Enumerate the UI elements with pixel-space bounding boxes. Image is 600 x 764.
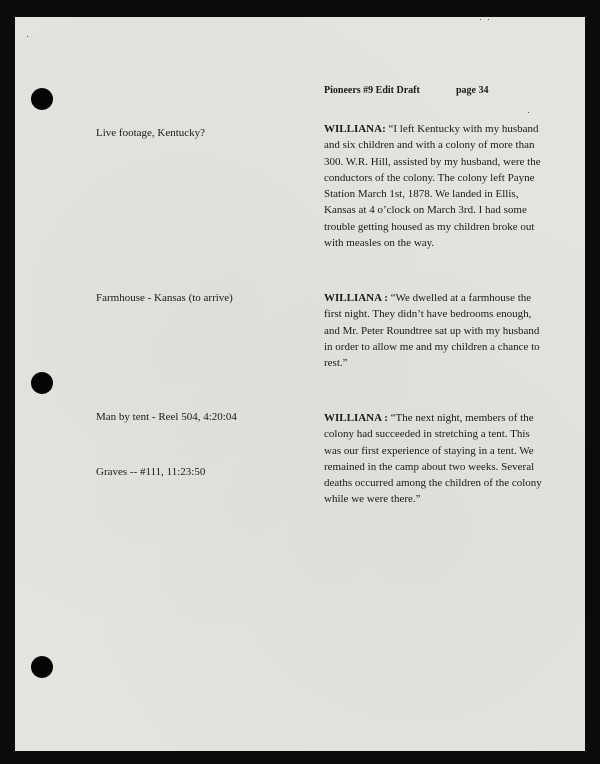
page-header [324,85,489,96]
speck [27,36,28,37]
scene-cue: Farmhouse - Kansas (to arrive) [96,292,233,304]
scene-cue: Graves -- #111, 11:23:50 [96,466,206,478]
speck [480,19,481,20]
narration-block [324,290,548,371]
speaker-label: WILLIANA: [324,123,386,135]
narration-block [324,410,548,508]
page-number: page 34 [456,85,489,96]
quote-text: “The next night, members of the colony had succeeded in stretching a tent. This was our first experience of staying in a tent. We remained in the camp about two weeks. Several deaths occurred among the children of the colony while we were there.” [324,412,542,506]
speck [488,19,489,20]
quote-text: “I left Kentucky with my husband and six children and with a colony of more than 300. W.R. Hill, assisted by my husband, were the conductors of the colony. The colony left Payne Station March 1st, 1878. We landed in Ellis, Kansas at 4 o’clock on March 3rd. I had some trouble getting housed as my children broke out with measles on the way. [324,123,541,250]
quote-text: “We dwelled at a farmhouse the first night. They didn’t have bedrooms enough, and Mr. Peter Roundtree sat up with my husband in order to allow me and my children a chance to rest.” [324,292,540,370]
scene-cue: Live footage, Kentucky? [96,127,206,139]
binder-hole-top [31,88,53,110]
binder-hole-middle [31,372,53,394]
speck [528,112,529,113]
document-title: Pioneers #9 Edit Draft [324,85,420,96]
scene-cue: Man by tent - Reel 504, 4:20:04 [96,411,237,423]
speaker-label: WILLIANA : [324,412,388,424]
binder-hole-bottom [31,656,53,678]
narration-block [324,121,548,251]
speaker-label: WILLIANA : [324,292,388,304]
